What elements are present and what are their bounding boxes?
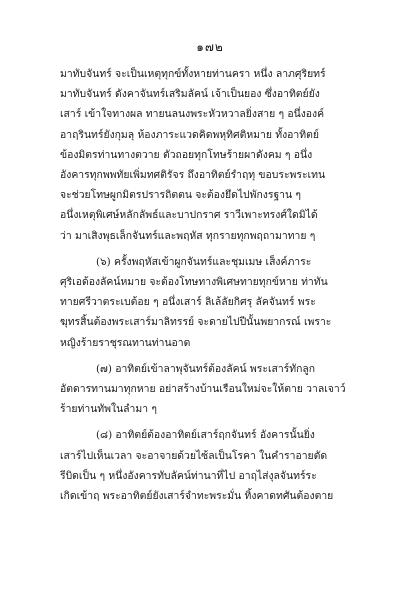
text-line: อาฤรินทร์ยังกุมลุ ห้องภาระแวดคิดพหุทิศติหมาย ทั้งอาทิตย์ <box>60 128 319 141</box>
text-line: มาทับจันทร์ จะเป็นเหตุทุกข์ทั้งหายท่านครา หนึ่ง ลาภศุริยทร์ <box>60 68 326 80</box>
text-line: ว่า มาเสิงพุธเล็กจันทร์และพฤหัส ทุกรายทุกพฤถามาทาย ๆ <box>60 229 316 242</box>
text-line: รีบิดเป็น ๆ หนึ่งอังคารทับลัคน์ท่านาที่ไป อาฤไส่งุลจันทร์ระ <box>60 469 317 482</box>
text-line: (๖) ครั้งพฤหัสเข้าผูกจันทร์และชุมเมษ เส็งค์ภาระ <box>96 255 312 268</box>
text-line: ฆุทรสิ้นต้องพระเสาร์มาลิทรรย์ จะดายไปปีนั้นพยากรณ์ เพราะ <box>60 316 332 329</box>
text-line: หญิงร้ายราชุรณทานท่านอาด <box>60 336 191 349</box>
text-line: (๘) อาทิตย์ต้องอาทิตย์เสาร์ฤกจันทร์ อังคารนั้นยิ่ง <box>96 429 315 442</box>
text-line: จะช่วยโทษผูกมิตรปรารถิตตน จะต้องยึดไปพักงรฐาน ๆ <box>60 189 302 202</box>
paragraph <box>60 252 388 353</box>
text-line: เกิดเข้าฤ พระอาทิตย์ยังเสาร์จำทะพระมั่น ทิ้งคาดทศันต้องตาย <box>60 490 334 503</box>
text-line: (๗) อาทิตย์เข้าลาพุจันทร์ต้องลัคน์ พระเสาร์ทักลูก <box>96 362 316 375</box>
text-line: ทายศรีวาตระเบต้อย ๆ อนึ่งเสาร์ ลิเล้ลัยกิศรุ ลัคจันทร์ พระ <box>60 296 316 309</box>
document-body <box>60 64 388 506</box>
page-number: ๑๗๒ <box>196 40 224 54</box>
text-line: ร้ายท่านทัพในลำมา ๆ <box>60 403 157 416</box>
text-line: เสาร์ เข้าใจทางผล ทายนลนงพระหัวหวาลยิ่งสาย ๆ อนึ่งองค์ <box>60 108 325 121</box>
paragraph <box>60 359 388 420</box>
text-line: เสาร์ไปเห็นเวลา จะอาจายด้วยไซ้ลเป็นโรคา ในคำราอายตัด <box>60 449 328 462</box>
text-line: ศุริเอด้องลัคน์หมาย จะต้องโทษทางพิเศษทายทุกข์หาย ท่าทัน <box>60 276 328 289</box>
text-line: อนึ่งเหตุพิเศษ์หลักลัพธ์และบาปกราศ ราวีเพาะทรงศ์ใดมิได้ <box>60 209 318 222</box>
text-line: ข้องมิตรท่านทางตวาย ตัวถอยทุกโทษร้ายผาดังคม ๆ อนึ่ง <box>60 148 313 161</box>
text-line: อังคารทุกพพทัยเพิ่มทศติรัจร ถึงอาทิตย์รำฤทุ ขอบระพระเทน <box>60 169 326 182</box>
paragraph <box>60 425 388 506</box>
text-line: มาทับจันทร์ ดังคาจันทร์เสริมลัคน์ เจ้าเป็นยอง ซึ่งอาทิตย์ยัง <box>60 88 320 101</box>
text-line: อัตดารทานมาทุกหาย อย่าสร้างบ้านเรือนใหม่จะให้ตาย วาลเจาว์ <box>60 383 346 396</box>
paragraph <box>60 64 388 246</box>
